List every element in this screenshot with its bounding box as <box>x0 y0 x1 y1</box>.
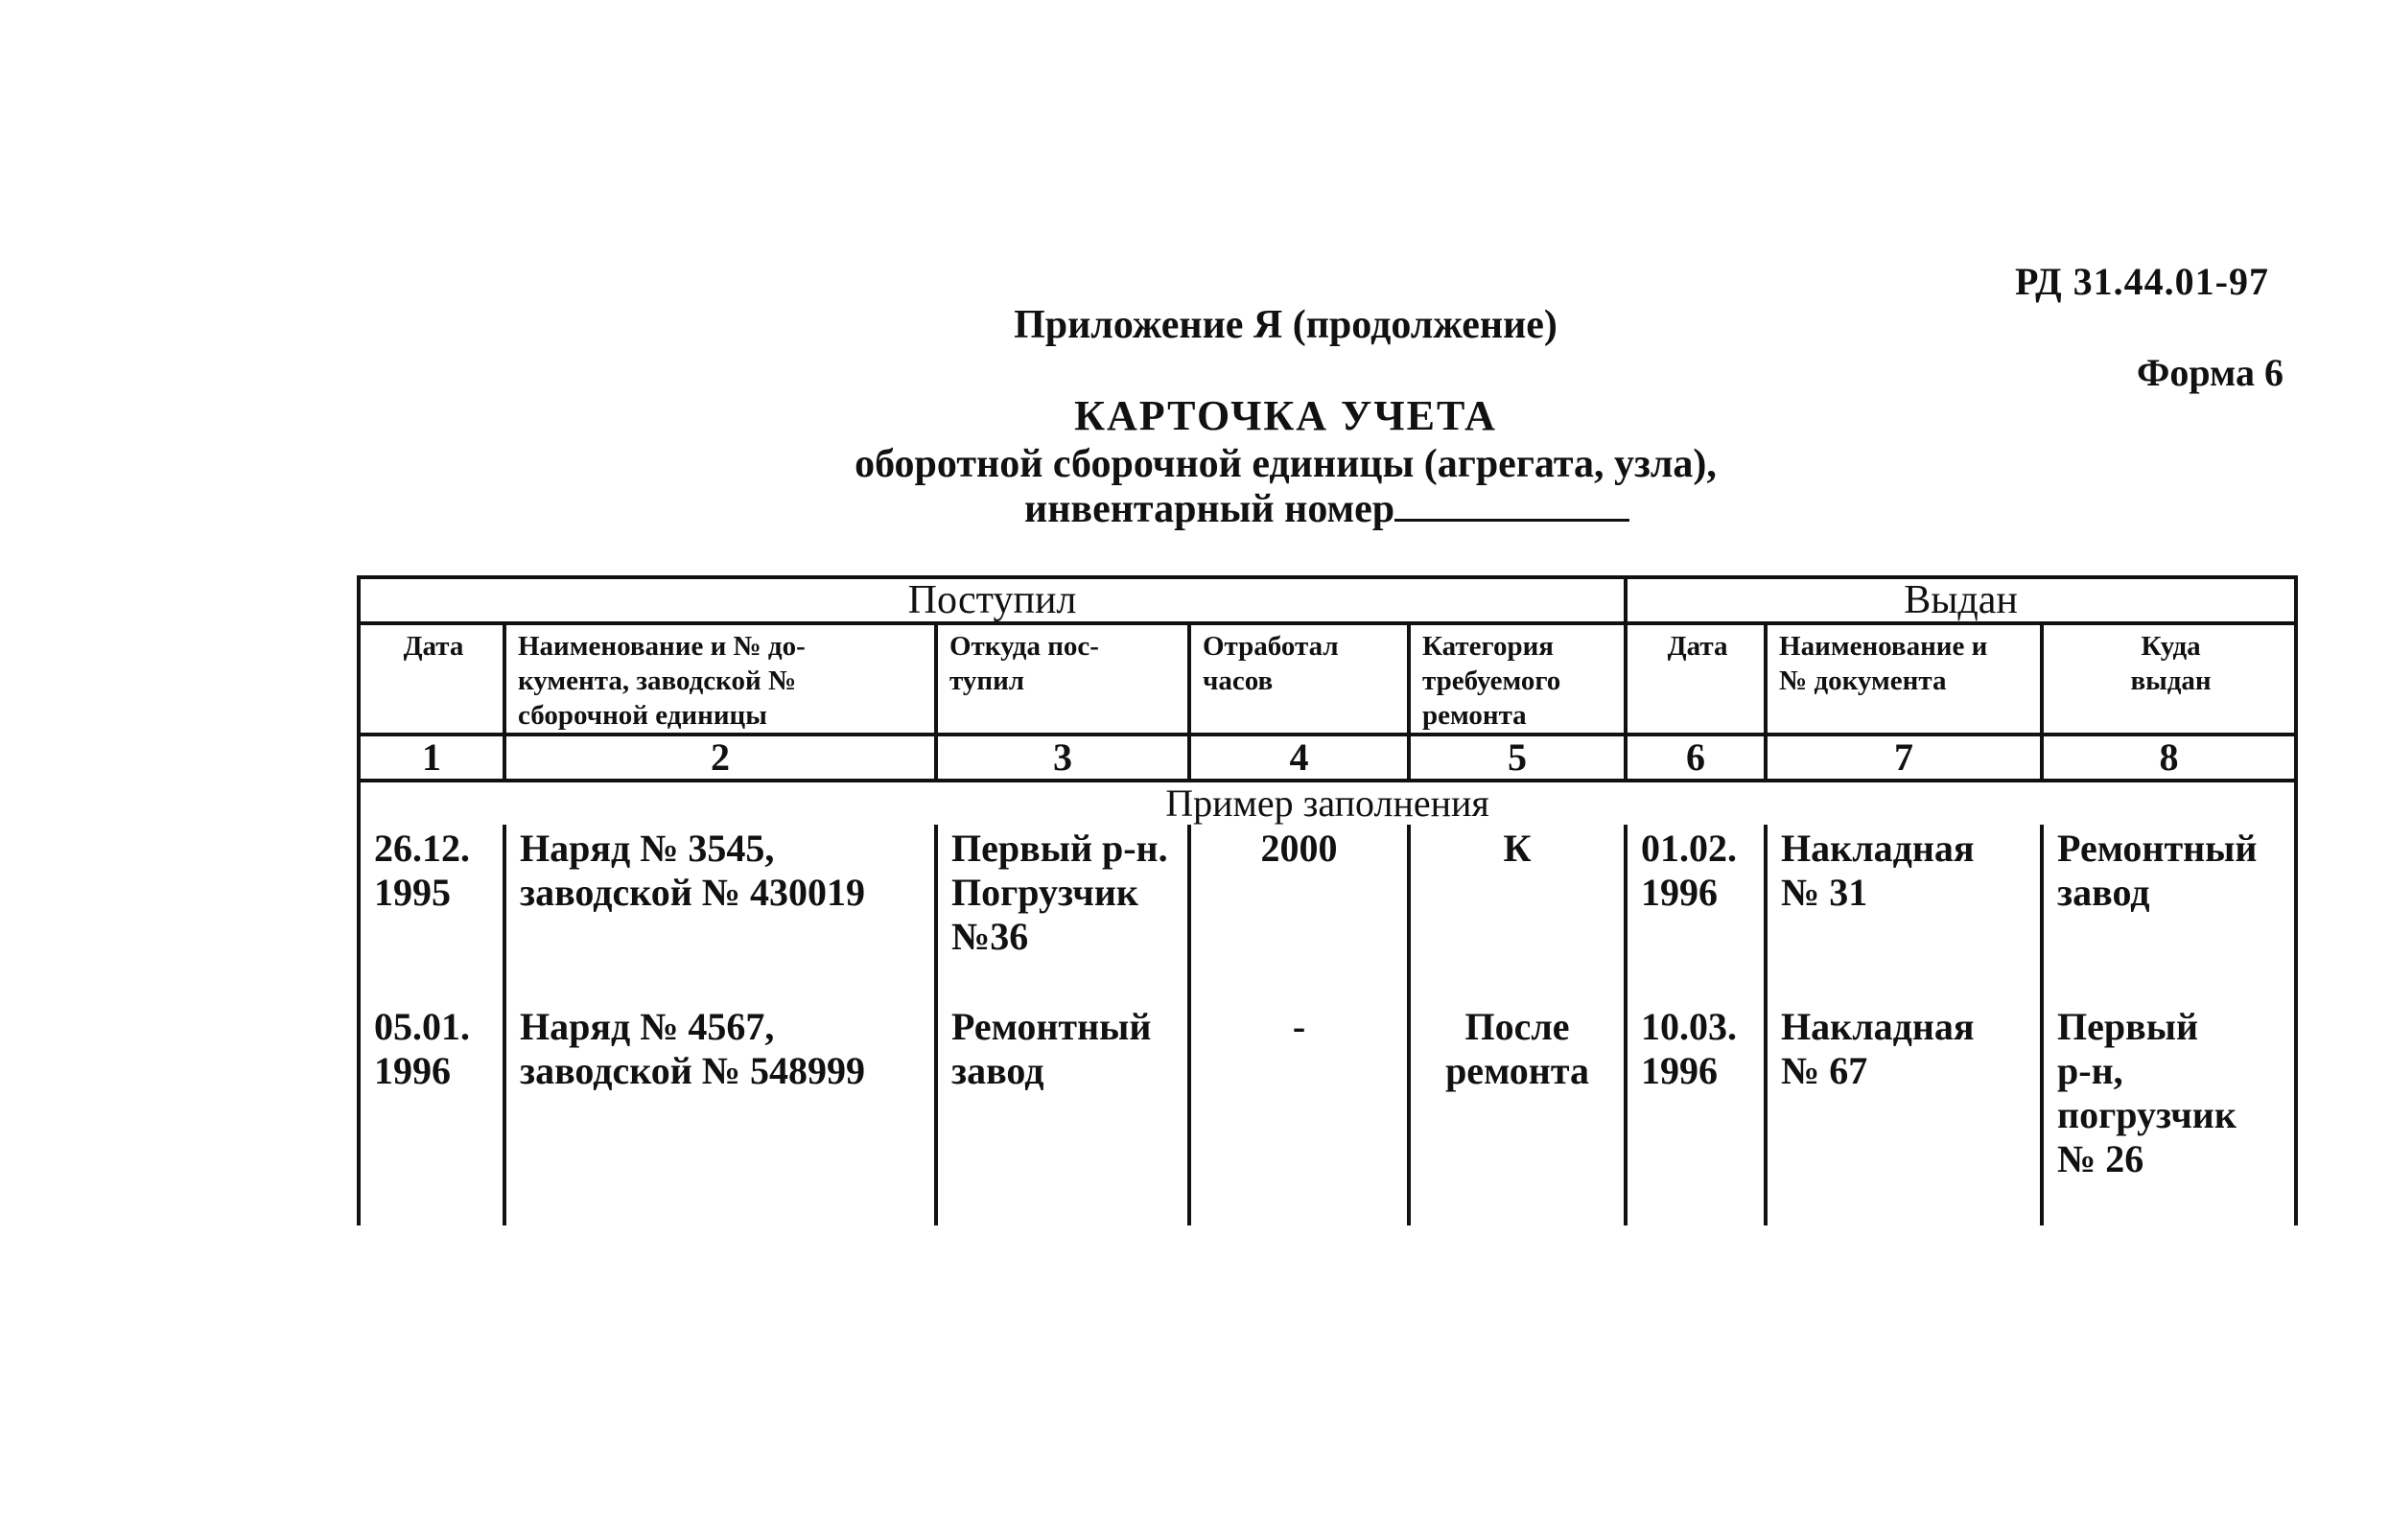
inventory-number-blank <box>1394 490 1629 522</box>
table-cell <box>504 825 936 999</box>
column-header-line: Категория <box>1422 631 1554 662</box>
table-cell <box>359 999 504 1225</box>
table-cell <box>936 825 1189 999</box>
column-header <box>1409 623 1626 735</box>
column-header-line: Отработал <box>1203 631 1339 662</box>
cell-line: Накладная <box>1781 827 1975 870</box>
table-cell <box>1409 825 1626 999</box>
column-header-line: кумента, заводской № <box>518 665 797 696</box>
cell-line: заводской № 430019 <box>520 871 865 914</box>
table-cell <box>359 825 504 999</box>
column-header-line: сборочной единицы <box>518 700 767 731</box>
cell-line: После <box>1464 1005 1570 1048</box>
column-number-row <box>359 735 2296 781</box>
cell-line: Наряд № 4567, <box>520 1005 775 1048</box>
column-header-line: Откуда пос- <box>949 631 1099 662</box>
column-header <box>936 623 1189 735</box>
table-cell <box>936 999 1189 1225</box>
column-number: 5 <box>1409 735 1626 781</box>
column-header-line: тупил <box>949 665 1025 696</box>
sample-fill-label: Пример заполнения <box>359 781 2296 825</box>
accounting-card-table <box>357 575 2294 1220</box>
column-header-line: Наименование и № до- <box>518 631 806 662</box>
cell-line: р-н, <box>2057 1049 2123 1092</box>
cell-line: 1996 <box>1641 1049 1719 1092</box>
column-number: 2 <box>504 735 936 781</box>
cell-line: Ремонтный <box>951 1005 1152 1048</box>
card-subtitle: оборотной сборочной единицы (агрегата, узла), <box>855 442 1717 486</box>
column-header <box>1626 623 1766 735</box>
cell-line: 10.03. <box>1641 1005 1738 1048</box>
cell-line: 05.01. <box>374 1005 470 1048</box>
column-number: 7 <box>1766 735 2042 781</box>
column-header-line: требуемого <box>1422 665 1561 696</box>
column-header-line: Дата <box>1667 631 1728 662</box>
cell-line: № 26 <box>2057 1137 2144 1180</box>
group-header-row <box>359 577 2296 623</box>
column-header <box>359 623 504 735</box>
column-header-line: Дата <box>403 631 464 662</box>
cell-line: №36 <box>951 915 1029 958</box>
group-received: Поступил <box>359 577 1626 623</box>
column-header-row <box>359 623 2296 735</box>
table-cell <box>2042 999 2296 1225</box>
column-number: 1 <box>359 735 504 781</box>
column-header <box>1189 623 1409 735</box>
column-header-line: № документа <box>1779 665 1947 696</box>
cell-line: 01.02. <box>1641 827 1738 870</box>
group-issued: Выдан <box>1626 577 2296 623</box>
table-cell <box>1626 825 1766 999</box>
table-cell <box>1766 825 2042 999</box>
column-header <box>504 623 936 735</box>
table-cell <box>1189 999 1409 1225</box>
table-cell <box>1766 999 2042 1225</box>
cell-line: завод <box>951 1049 1044 1092</box>
cell-line: заводской № 548999 <box>520 1049 865 1092</box>
table-cell <box>2042 825 2296 999</box>
column-header <box>1766 623 2042 735</box>
table-row <box>359 825 2296 999</box>
table-cell <box>1626 999 1766 1225</box>
cell-line: погрузчик <box>2057 1093 2237 1136</box>
cell-line: Накладная <box>1781 1005 1975 1048</box>
inventory-number-line <box>1024 486 1629 532</box>
cell-line: 1996 <box>1641 871 1719 914</box>
inventory-number-label: инвентарный номер <box>1024 487 1395 531</box>
cell-line: Погрузчик <box>951 871 1138 914</box>
cell-line: 26.12. <box>374 827 470 870</box>
cell-line: 2000 <box>1260 827 1338 870</box>
cell-line: Ремонтный <box>2057 827 2258 870</box>
cell-line: Наряд № 3545, <box>520 827 775 870</box>
form-number: Форма 6 <box>2137 351 2284 394</box>
column-header <box>2042 623 2296 735</box>
cell-line: К <box>1503 827 1532 870</box>
cell-line: 1996 <box>374 1049 451 1092</box>
table-cell <box>504 999 936 1225</box>
cell-line: ремонта <box>1445 1049 1589 1092</box>
cell-line: Первый <box>2057 1005 2199 1048</box>
card-title: КАРТОЧКА УЧЕТА <box>1074 392 1497 439</box>
column-number: 6 <box>1626 735 1766 781</box>
table-row <box>359 999 2296 1225</box>
cell-line: 1995 <box>374 871 451 914</box>
column-header-line: выдан <box>2130 665 2212 696</box>
column-number: 8 <box>2042 735 2296 781</box>
cell-line: № 67 <box>1781 1049 1868 1092</box>
cell-line: Первый р-н. <box>951 827 1168 870</box>
column-header-line: ремонта <box>1422 700 1527 731</box>
column-number: 3 <box>936 735 1189 781</box>
column-header-line: часов <box>1203 665 1274 696</box>
appendix-heading: Приложение Я (продолжение) <box>1014 303 1558 347</box>
column-number: 4 <box>1189 735 1409 781</box>
cell-line: № 31 <box>1781 871 1868 914</box>
column-header-line: Наименование и <box>1779 631 1988 662</box>
column-header-line: Куда <box>2141 631 2201 662</box>
cell-line: - <box>1292 1005 1306 1048</box>
document-code: РД 31.44.01-97 <box>2015 260 2269 303</box>
table-cell <box>1409 999 1626 1225</box>
cell-line: завод <box>2057 871 2150 914</box>
table-cell <box>1189 825 1409 999</box>
sample-fill-row <box>359 781 2296 825</box>
